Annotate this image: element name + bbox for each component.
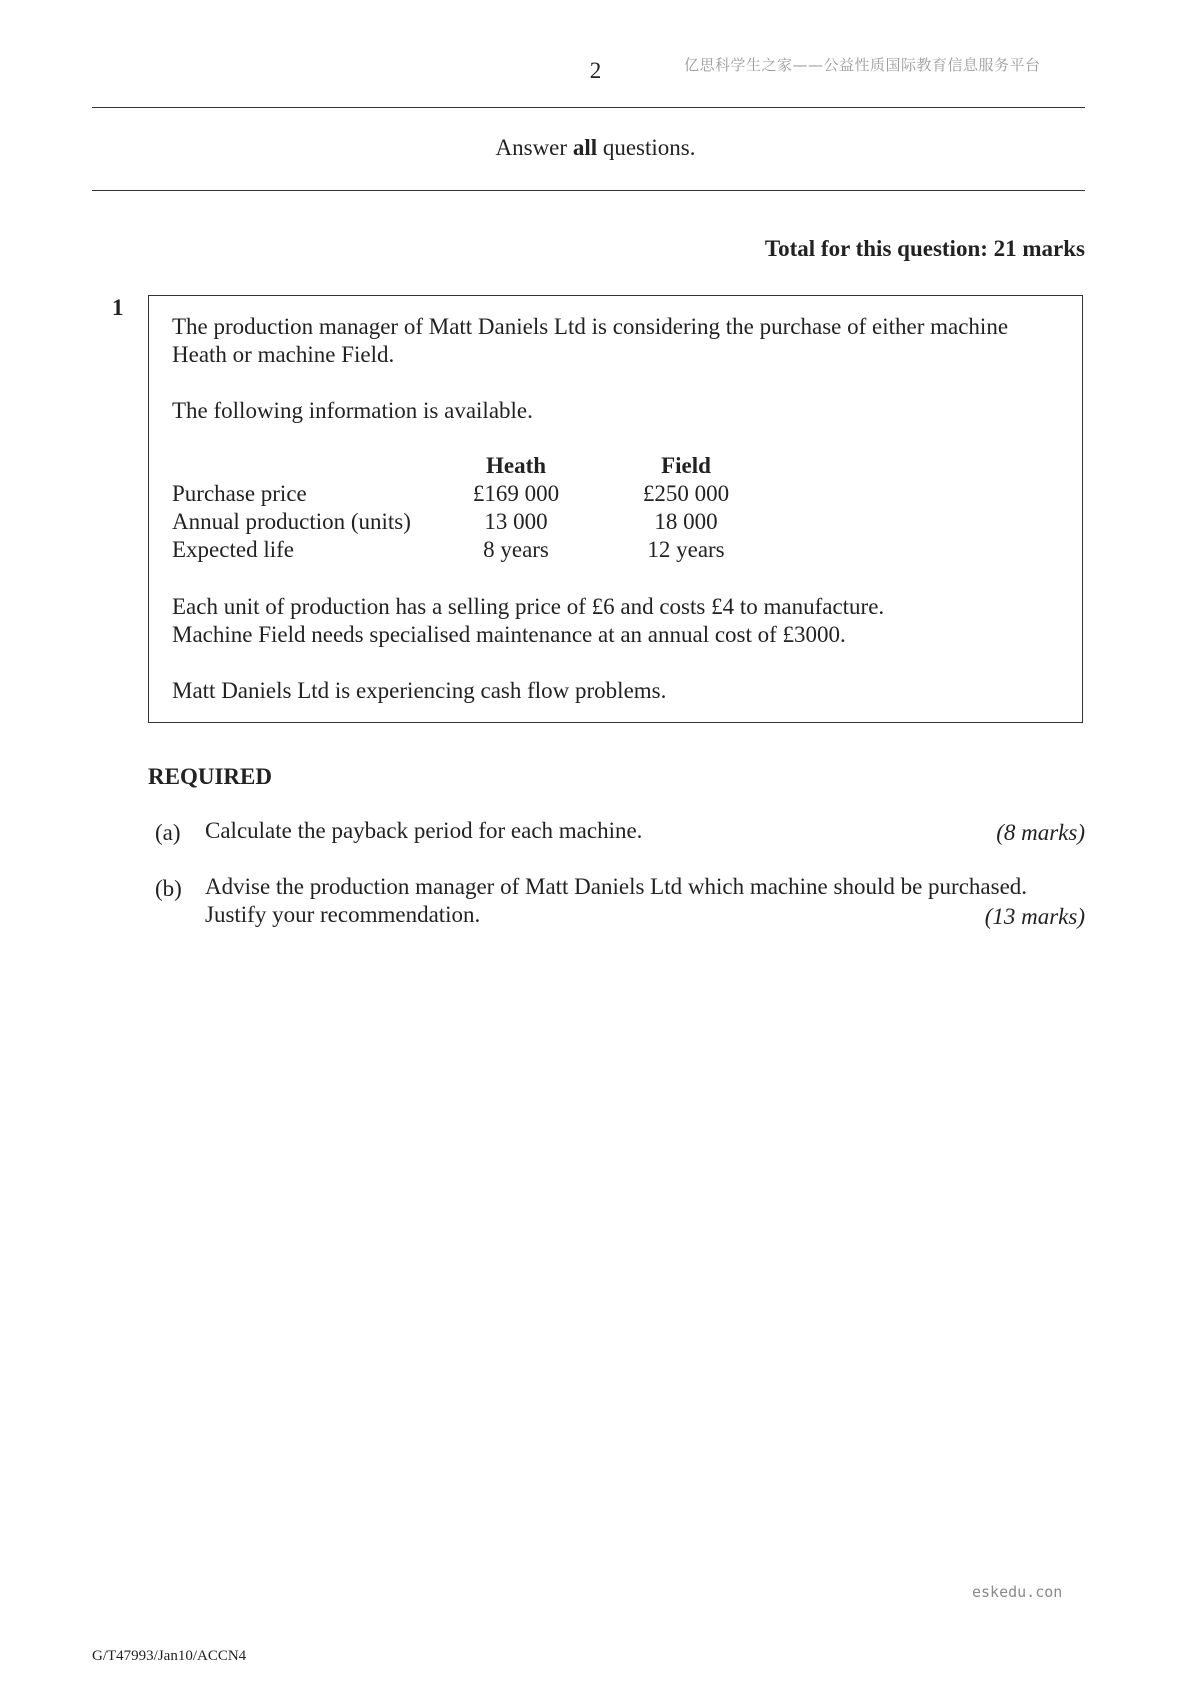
top-divider (92, 107, 1085, 108)
info-available: The following information is available. (172, 398, 533, 423)
cost-line-1: Each unit of production has a selling price of £6 and costs £4 to manufacture. (172, 594, 885, 619)
footer-watermark: eskedu.con (972, 1583, 1063, 1601)
cell-heath-purchase-price: £169 000 (472, 481, 560, 506)
part-b-line-1: Advise the production manager of Matt Daniels Ltd which machine should be purchased. (205, 874, 1028, 899)
row-label-purchase-price: Purchase price (172, 481, 307, 506)
instruction-bold: all (572, 135, 598, 160)
cost-line-2: Machine Field needs specialised maintenance at an annual cost of £3000. (172, 622, 846, 647)
part-a-text: Calculate the payback period for each machine. (205, 818, 643, 843)
part-a-label: (a) (155, 820, 181, 845)
total-marks: Total for this question: 21 marks (764, 236, 1085, 261)
part-b-line-2: Justify your recommendation. (205, 902, 481, 927)
page-number: 2 (589, 58, 602, 83)
row-label-annual-production: Annual production (units) (172, 509, 411, 534)
paper-code: G/T47993/Jan10/ACCN4 (92, 1648, 247, 1664)
row-label-expected-life: Expected life (172, 537, 294, 562)
intro-line-1: The production manager of Matt Daniels Ltd is considering the purchase of either machine (172, 314, 1009, 339)
cash-flow-statement: Matt Daniels Ltd is experiencing cash flow problems. (172, 678, 667, 703)
col-header-heath: Heath (485, 453, 547, 478)
required-heading: REQUIRED (148, 764, 272, 789)
intro-line-2: Heath or machine Field. (172, 342, 395, 367)
information-box (148, 295, 1083, 723)
cell-field-expected-life: 12 years (647, 537, 725, 562)
part-b-label: (b) (155, 876, 182, 901)
question-number: 1 (112, 295, 124, 320)
cell-heath-annual-production: 13 000 (484, 509, 548, 534)
cell-heath-expected-life: 8 years (483, 537, 549, 562)
cell-field-purchase-price: £250 000 (642, 481, 730, 506)
instruction-after: questions. (597, 135, 696, 160)
bottom-divider (92, 190, 1085, 191)
instruction (0, 135, 1191, 161)
col-header-field: Field (661, 453, 711, 478)
cell-field-annual-production: 18 000 (654, 509, 718, 534)
part-a-marks: (8 marks) (996, 820, 1085, 845)
header-watermark: 亿思科学生之家——公益性质国际教育信息服务平台 (684, 56, 1041, 74)
part-b-marks: (13 marks) (984, 904, 1085, 929)
instruction-before: Answer (495, 135, 573, 160)
